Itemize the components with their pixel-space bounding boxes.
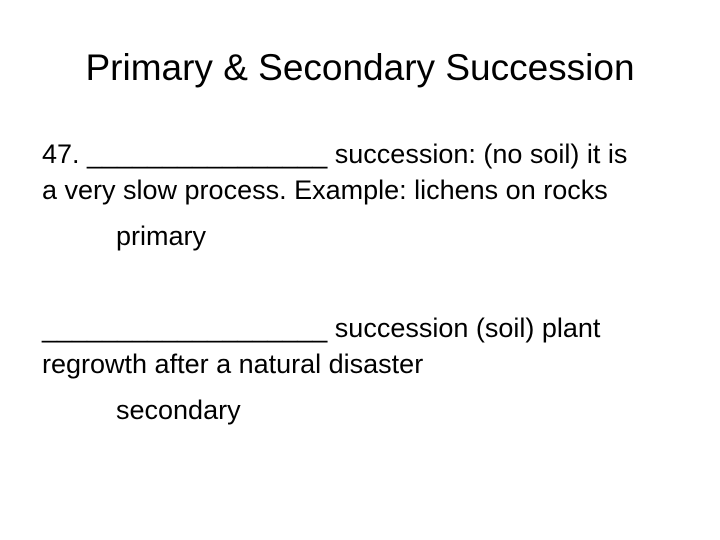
answer-text: secondary xyxy=(116,395,241,425)
question-47 xyxy=(42,136,702,254)
question-secondary xyxy=(42,310,702,428)
question-text-line: regrowth after a natural disaster xyxy=(42,349,424,379)
slide-title: Primary & Secondary Succession xyxy=(85,47,635,88)
question-text-line: a very slow process. Example: lichens on rocks xyxy=(42,175,608,205)
question-text-line: 47. ________________ succession: (no soil) it is xyxy=(42,139,628,169)
answer-text: primary xyxy=(116,221,207,251)
question-text-line: ___________________ succession (soil) plant xyxy=(42,313,601,343)
